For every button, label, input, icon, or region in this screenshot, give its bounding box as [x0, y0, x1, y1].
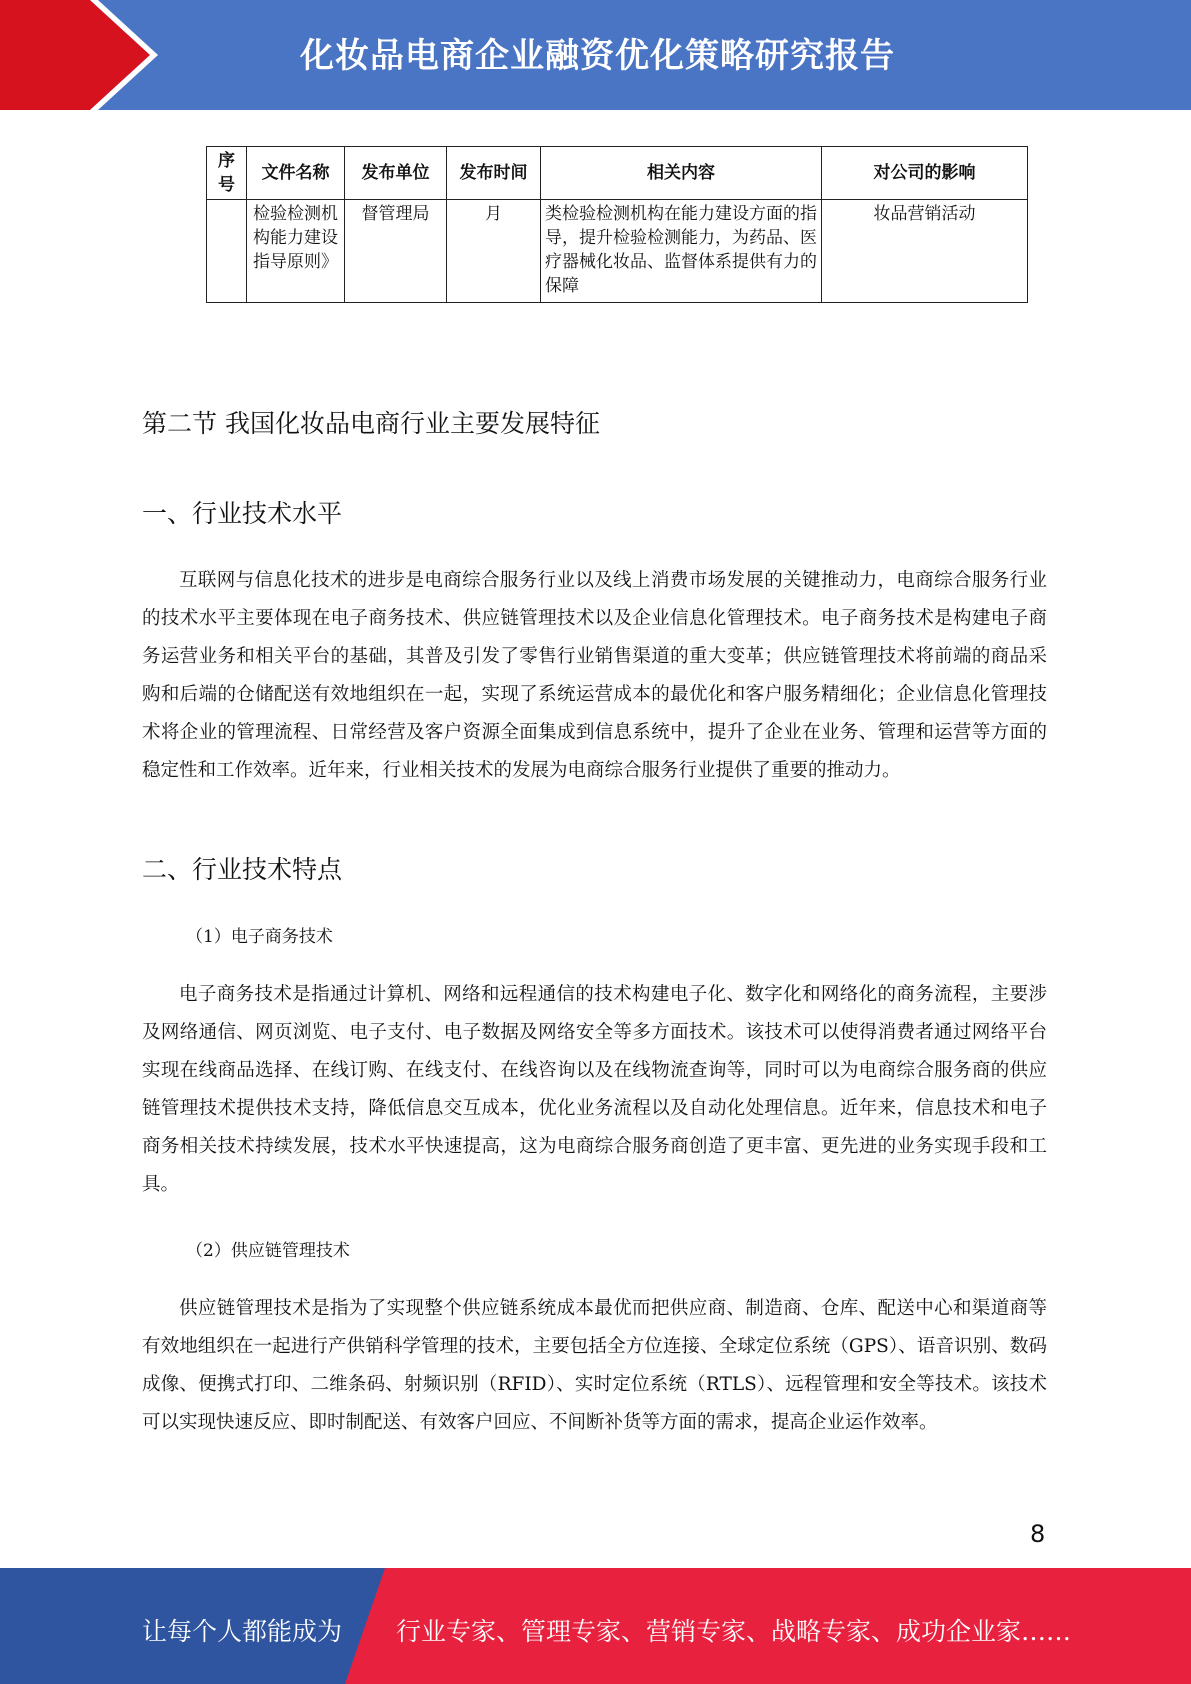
footer-slogan-right: 行业专家、管理专家、营销专家、战略专家、成功企业家…… — [396, 1617, 1072, 1646]
heading-tech-features: 二、行业技术特点 — [142, 855, 343, 884]
col-header-impact: 对公司的影响 — [822, 147, 1028, 200]
paragraph-supply-chain: 供应链管理技术是指为了实现整个供应链系统成本最优而把供应商、制造商、仓库、配送中心和渠道商等有效地组织在一起进行产供销科学管理的技术，主要包括全方位连接、全球定位系统（GPS）、语音识别、数码成像、便携式打印、二维条码、射频识别（RFID）、实时定位系统（RTLS）、远程管理和安全等技术。该技术可以实现快速反应、即时制配送、有效客户回应、不间断补货等方面的需求，提高企业运作效率。 — [142, 1298, 1047, 1433]
regulation-table — [206, 146, 1028, 303]
cell-content: 类检验检测机构在能力建设方面的指导，提升检验检测能力，为药品、医疗器械化妆品、监督体系提供有力的保障 — [541, 200, 822, 303]
table-row — [207, 200, 1028, 303]
paragraph-tech-level: 互联网与信息化技术的进步是电商综合服务行业以及线上消费市场发展的关键推动力，电商综合服务行业的技术水平主要体现在电子商务技术、供应链管理技术以及企业信息化管理技术。电子商务技术是构建电子商务运营业务和相关平台的基础，其普及引发了零售行业销售渠道的重大变革；供应链管理技术将前端的商品采购和后端的仓储配送有效地组织在一起，实现了系统运营成本的最优化和客户服务精细化；企业信息化管理技术将企业的管理流程、日常经营及客户资源全面集成到信息系统中，提升了企业在业务、管理和运营等方面的稳定性和工作效率。近年来，行业相关技术的发展为电商综合服务行业提供了重要的推动力。 — [142, 570, 1047, 781]
col-header-content: 相关内容 — [541, 147, 822, 200]
footer-banner — [0, 1568, 1191, 1684]
cell-impact: 妆品营销活动 — [822, 200, 1028, 303]
cell-index — [207, 200, 247, 303]
section-title: 第二节 我国化妆品电商行业主要发展特征 — [142, 409, 600, 438]
subheading-ecommerce: （1）电子商务技术 — [186, 927, 333, 947]
col-header-date: 发布时间 — [447, 147, 541, 200]
page-number: 8 — [1030, 1520, 1046, 1548]
cell-issuer: 督管理局 — [345, 200, 447, 303]
footer-slogan-left: 让每个人都能成为 — [142, 1617, 343, 1646]
paragraph-ecommerce: 电子商务技术是指通过计算机、网络和远程通信的技术构建电子化、数字化和网络化的商务流程，主要涉及网络通信、网页浏览、电子支付、电子数据及网络安全等多方面技术。该技术可以使得消费者通过网络平台实现在线商品选择、在线订购、在线支付、在线咨询以及在线物流查询等，同时可以为电商综合服务商的供应链管理技术提供技术支持，降低信息交互成本，优化业务流程以及自动化处理信息。近年来，信息技术和电子商务相关技术持续发展，技术水平快速提高，这为电商综合服务商创造了更丰富、更先进的业务实现手段和工具。 — [142, 984, 1047, 1195]
col-header-index: 序号 — [207, 147, 247, 200]
col-header-issuer: 发布单位 — [345, 147, 447, 200]
header-banner — [0, 0, 1191, 110]
subheading-supply-chain: （2）供应链管理技术 — [186, 1241, 350, 1261]
heading-tech-level: 一、行业技术水平 — [142, 499, 343, 528]
table-header-row — [207, 147, 1028, 200]
report-title: 化妆品电商企业融资优化策略研究报告 — [300, 36, 895, 76]
cell-date: 月 — [447, 200, 541, 303]
cell-name: 检验检测机构能力建设指导原则》 — [247, 200, 345, 303]
col-header-name: 文件名称 — [247, 147, 345, 200]
